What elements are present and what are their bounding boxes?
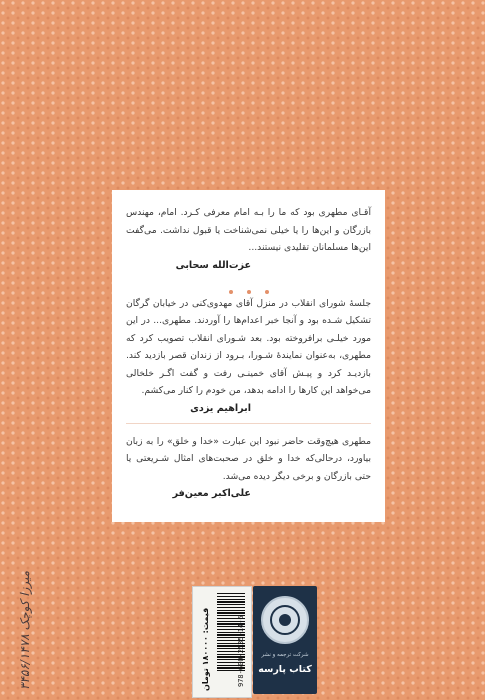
quote-3 [126, 433, 371, 500]
publisher-name: کتاب پارسه [258, 664, 312, 675]
ornament-dots [126, 279, 371, 287]
quote-author: علی‌اکبر معین‌فر [172, 488, 251, 499]
quote-1 [126, 204, 371, 271]
seal-ring [270, 605, 300, 635]
price-label: قیمت: ۱۸۰۰۰۰ تومان [201, 607, 210, 691]
publisher-seal-icon [261, 596, 309, 644]
dot-icon [247, 290, 251, 294]
isbn-number: 978-600-2535-14-6 [237, 615, 245, 687]
dot-icon [265, 290, 269, 294]
quote-text: مطهری هیچ‌وقت حاضر نبود این عبارت «خدا و خلق» را به زبان بیاورد، درحالی‌که خدا و خلق در صحبت‌های امثال شـریعتی یا حتی بازرگان و برخی دیگر دیده می‌شد. [126, 435, 371, 482]
publisher-tagline: شرکت ترجمه و نشر [261, 652, 309, 658]
seal-core [279, 614, 291, 626]
barcode-label [192, 586, 252, 698]
dot-icon [229, 290, 233, 294]
quote-author: عزت‌الله سحابی [175, 259, 251, 271]
quote-author: ابراهیم یزدی [190, 402, 251, 414]
handwritten-note: ۳۴۵۶/۱۴۷۸ میرزا کوچک [18, 570, 32, 690]
quote-text: آقـای مطهری بود که ما را بـه امام معرفی کـرد. امام، مهندس بازرگان و این‌ها را یا خیلی نمی‌شناخت یا قبول نداشت. می‌گفت این‌ها مسلمانان تقلیدی نیستند... [126, 207, 371, 253]
back-cover-quotes-panel [112, 190, 385, 522]
divider [126, 423, 371, 424]
quote-text: جلسهٔ شورای انقلاب در منزل آقای مهدوی‌کنی در خیابان گرگان تشکیل شـده بود و آنجا خبر اعدام‌ها را آوردند. مطهری... در این مورد خیلـی برافروخته بود. بعد شـورای انقلاب تصویب کرد که مطهری، به‌عنوان نمایندهٔ شـورا، بـرود از زندان قصر بازدید کند. بازدیـد کرد و پیـش آقای خمینـی رفت و گفت اگـر خلخالی می‌خواهد این کارها را ادامه بدهد، من خودم را کنار می‌کشم. [126, 297, 371, 396]
publisher-logo [253, 586, 317, 694]
quote-2 [126, 295, 371, 414]
